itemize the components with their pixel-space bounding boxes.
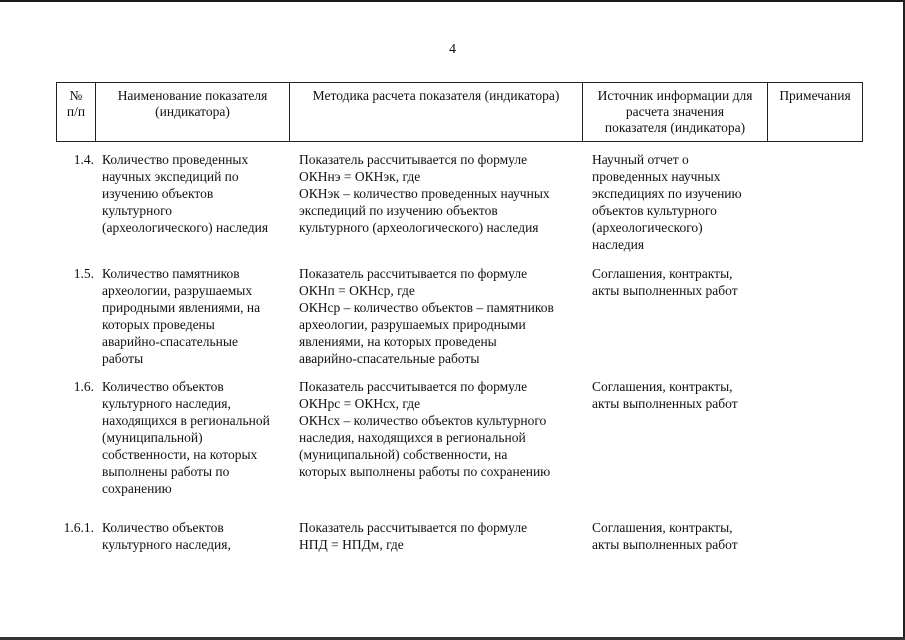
indicator-name: Количество памятников археологии, разрушаемых природными явлениями, на которых проведены аварийно-спасательные работы xyxy=(102,266,261,366)
calculation-method: Показатель рассчитывается по формуле НПД = НПДм, где xyxy=(299,520,528,552)
header-source xyxy=(583,83,768,142)
information-source: Научный отчет о проведенных научных экспедициях по изучению объектов культурного (археологического) наследия xyxy=(592,152,742,252)
information-source: Соглашения, контракты, акты выполненных работ xyxy=(592,520,738,552)
header-notes-text: Примечания xyxy=(779,88,851,103)
header-row xyxy=(57,83,863,142)
row-number: 1.5. xyxy=(73,266,94,281)
header-name xyxy=(96,83,290,142)
information-source: Соглашения, контракты, акты выполненных работ xyxy=(592,379,738,411)
header-num-text: № п/п xyxy=(66,88,86,119)
header-name-text: Наименование показателя (индикатора) xyxy=(117,88,268,119)
header-source-text: Источник информации для расчета значения показателя (индикатора) xyxy=(597,88,753,135)
row-number: 1.6.1. xyxy=(63,520,94,535)
table-header xyxy=(56,82,863,142)
indicator-name: Количество объектов культурного наследия, xyxy=(102,520,231,552)
indicator-name: Количество проведенных научных экспедиций по изучению объектов культурного (археологического) наследия xyxy=(102,152,269,235)
header-method-text: Методика расчета показателя (индикатора) xyxy=(312,88,560,103)
calculation-method: Показатель рассчитывается по формуле ОКНп = ОКНср, где ОКНср – количество объектов – памятников археологии, разрушаемых природными явлениями, на которых проведены аварийно-спасательные работы xyxy=(299,266,554,366)
information-source: Соглашения, контракты, акты выполненных работ xyxy=(592,266,738,298)
scan-top-border xyxy=(0,0,905,2)
calculation-method: Показатель рассчитывается по формуле ОКНрс = ОКНсх, где ОКНсх – количество объектов культурного наследия, находящихся в региональной (муниципальной) собственности, на которых выполнены работы по сохранению xyxy=(299,379,551,479)
header-notes xyxy=(768,83,863,142)
row-number: 1.6. xyxy=(73,379,94,394)
header-method xyxy=(290,83,583,142)
indicator-name: Количество объектов культурного наследия, находящихся в региональной (муниципальной) собственности, на которых выполнены работы по сохранению xyxy=(102,379,270,496)
page-number: 4 xyxy=(449,42,456,57)
header-num xyxy=(57,83,96,142)
row-number: 1.4. xyxy=(73,152,94,167)
calculation-method: Показатель рассчитывается по формуле ОКНнэ = ОКНэк, где ОКНэк – количество проведенных научных экспедиций по изучению объектов культурного (археологического) наследия xyxy=(299,152,550,235)
